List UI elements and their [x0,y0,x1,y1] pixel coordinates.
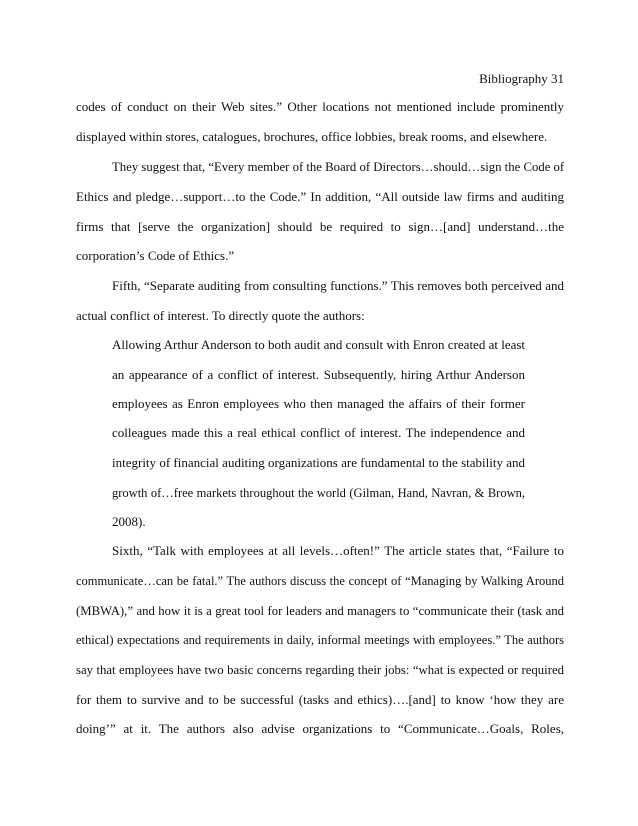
text-line: for them to survive and to be successful (tasks and ethics)….[and] to know ‘how they are [76,692,564,707]
text-line: firms that [serve the organization] should be required to sign…[and] understand…the [76,219,564,234]
block-quote-line: Allowing Arthur Anderson to both audit and consult with Enron created at least [112,337,526,352]
text-line: ethical) expectations and requirements in daily, informal meetings with employees.” The authors [76,633,564,647]
text-line: (MBWA),” and how it is a great tool for leaders and managers to “communicate their (task and [76,604,564,618]
text-line: doing’” at it. The authors also advise organizations to “Communicate…Goals, Roles, [76,721,564,736]
block-quote-line: colleagues made this a real ethical conflict of interest. The independence and [112,425,525,440]
text-line: say that employees have two basic concerns regarding their jobs: “what is expected or required [76,663,564,677]
block-quote-line: 2008). [112,514,146,529]
block-quote-line: employees as Enron employees who then managed the affairs of their former [112,396,525,411]
text-line: Sixth, “Talk with employees at all levels…often!” The article states that, “Failure to [112,543,564,558]
text-line: codes of conduct on their Web sites.” Other locations not mentioned include prominently [76,99,564,114]
block-quote-line: growth of…free markets throughout the world (Gilman, Hand, Navran, & Brown, [112,486,525,500]
text-line: corporation’s Code of Ethics.” [76,248,235,263]
text-line: actual conflict of interest. To directly quote the authors: [76,308,365,323]
text-line: They suggest that, “Every member of the Board of Directors…should…sign the Code of [112,160,565,174]
text-line: Fifth, “Separate auditing from consulting functions.” This removes both perceived and [112,278,564,293]
text-line: communicate…can be fatal.” The authors discuss the concept of “Managing by Walking Around [76,574,564,588]
block-quote-line: an appearance of a conflict of interest. Subsequently, hiring Arthur Anderson [112,367,525,382]
running-head: Bibliography 31 [479,71,564,86]
block-quote-line: integrity of financial auditing organizations are fundamental to the stability and [112,455,525,470]
text-line: Ethics and pledge…support…to the Code.” In addition, “All outside law firms and auditing [76,189,564,204]
text-line: displayed within stores, catalogues, brochures, office lobbies, break rooms, and elsewhere. [76,129,548,144]
